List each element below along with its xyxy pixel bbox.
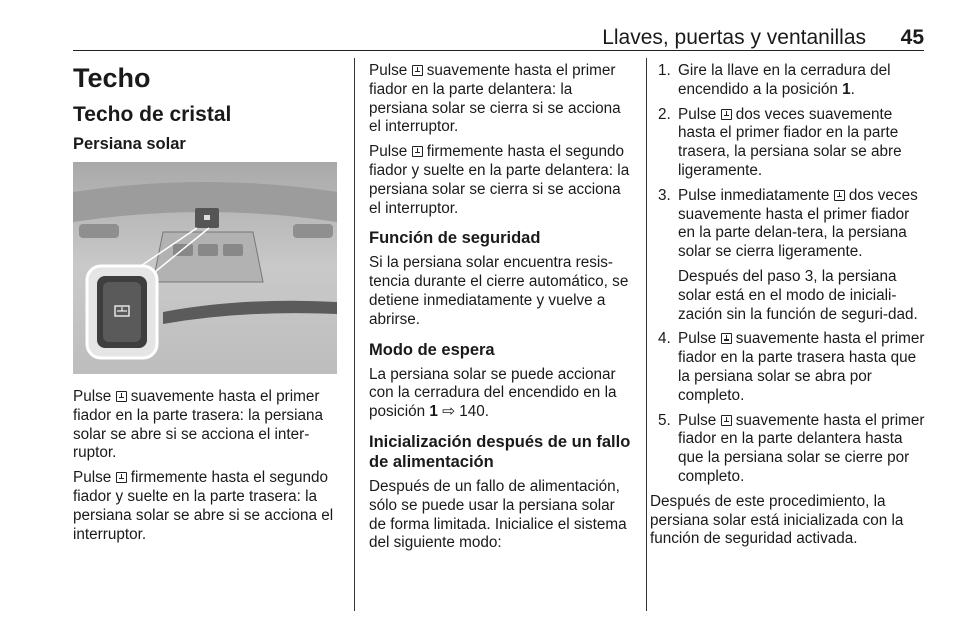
heading-safety-function: Función de seguridad [369, 229, 541, 248]
sunshade-switch-icon [721, 109, 732, 120]
sunshade-switch-icon [834, 190, 845, 201]
paragraph: La persiana solar se puede accionar con la cerradura del encendido en la posición 1 ⇨ 140. [369, 365, 617, 421]
heading-standby-mode: Modo de espera [369, 340, 495, 359]
paragraph: Pulse suavemente hasta el primer fiador en la parte trasera: la persiana solar se abre si se acciona el inter-ruptor. [73, 388, 323, 462]
page-header [73, 26, 924, 51]
sunshade-switch-icon [412, 65, 423, 76]
section-title: Techo [73, 63, 151, 93]
sunshade-switch-photo [73, 162, 337, 374]
paragraph: Después de un fallo de alimentación, sólo se puede usar la persiana solar de forma limitada. Inicialice el sistema del siguiente modo: [369, 477, 627, 552]
paragraph: Pulse suavemente hasta el primer fiador en la parte delantera: la persiana solar se cierra si se acciona el interruptor. [369, 62, 621, 136]
heading-initialization: Inicialización después de un fallo de alimentación [369, 432, 631, 471]
page-number: 45 [900, 26, 924, 49]
paragraph: Después de este procedimiento, la persiana solar está inicializada con la función de seguridad activada. [650, 492, 904, 548]
sunshade-switch-illustration [73, 162, 337, 374]
numbered-steps [650, 62, 926, 262]
paragraph: Pulse firmemente hasta el segundo fiador y suelte en la parte delantera: la persiana solar se cierra si se acciona el interruptor. [369, 143, 630, 217]
column-divider [646, 58, 647, 611]
sunshade-switch-icon [412, 146, 423, 157]
list-item: 1. Gire la llave en la cerradura del encendido a la posición 1. [658, 62, 891, 98]
numbered-steps-continued [650, 330, 926, 486]
step-note: Después del paso 3, la persiana solar está en el modo de iniciali-zación sin la función de seguri-dad. [678, 267, 918, 323]
sunshade-switch-icon [116, 391, 127, 402]
list-item: 5. Pulse suavemente hasta el primer fiador en la parte delantera hasta que la persiana solar se cierre por completo. [658, 411, 925, 485]
column-divider [354, 58, 355, 611]
page-reference-arrow-icon: ⇨ [442, 403, 455, 421]
sunshade-switch-icon [721, 415, 732, 426]
page-header-title: Llaves, puertas y ventanillas [602, 26, 866, 49]
topic-title: Persiana solar [73, 135, 186, 153]
sunshade-switch-icon [721, 333, 732, 344]
list-item: 2. Pulse dos veces suavemente hasta el primer fiador en la parte trasera, la persiana solar se abre ligeramente. [658, 105, 902, 179]
paragraph: Pulse firmemente hasta el segundo fiador y suelte en la parte trasera: la persiana solar se abre si se acciona el interruptor. [73, 469, 334, 543]
paragraph: Si la persiana solar encuentra resis-tencia durante el cierre automático, se detiene inmediatamente y vuelve a abrirse. [369, 254, 629, 328]
list-item: 4. Pulse suavemente hasta el primer fiador en la parte trasera hasta que la persiana solar se abra por completo. [658, 330, 925, 404]
list-item: 3. Pulse inmediatamente dos veces suavemente hasta el primer fiador en la parte delan-tera, la persiana solar se cierra ligeramente. [658, 186, 918, 261]
column-middle [369, 62, 633, 559]
subsection-title: Techo de cristal [73, 103, 232, 126]
column-left [73, 62, 341, 550]
sunshade-switch-icon [116, 472, 127, 483]
column-right [650, 62, 926, 555]
